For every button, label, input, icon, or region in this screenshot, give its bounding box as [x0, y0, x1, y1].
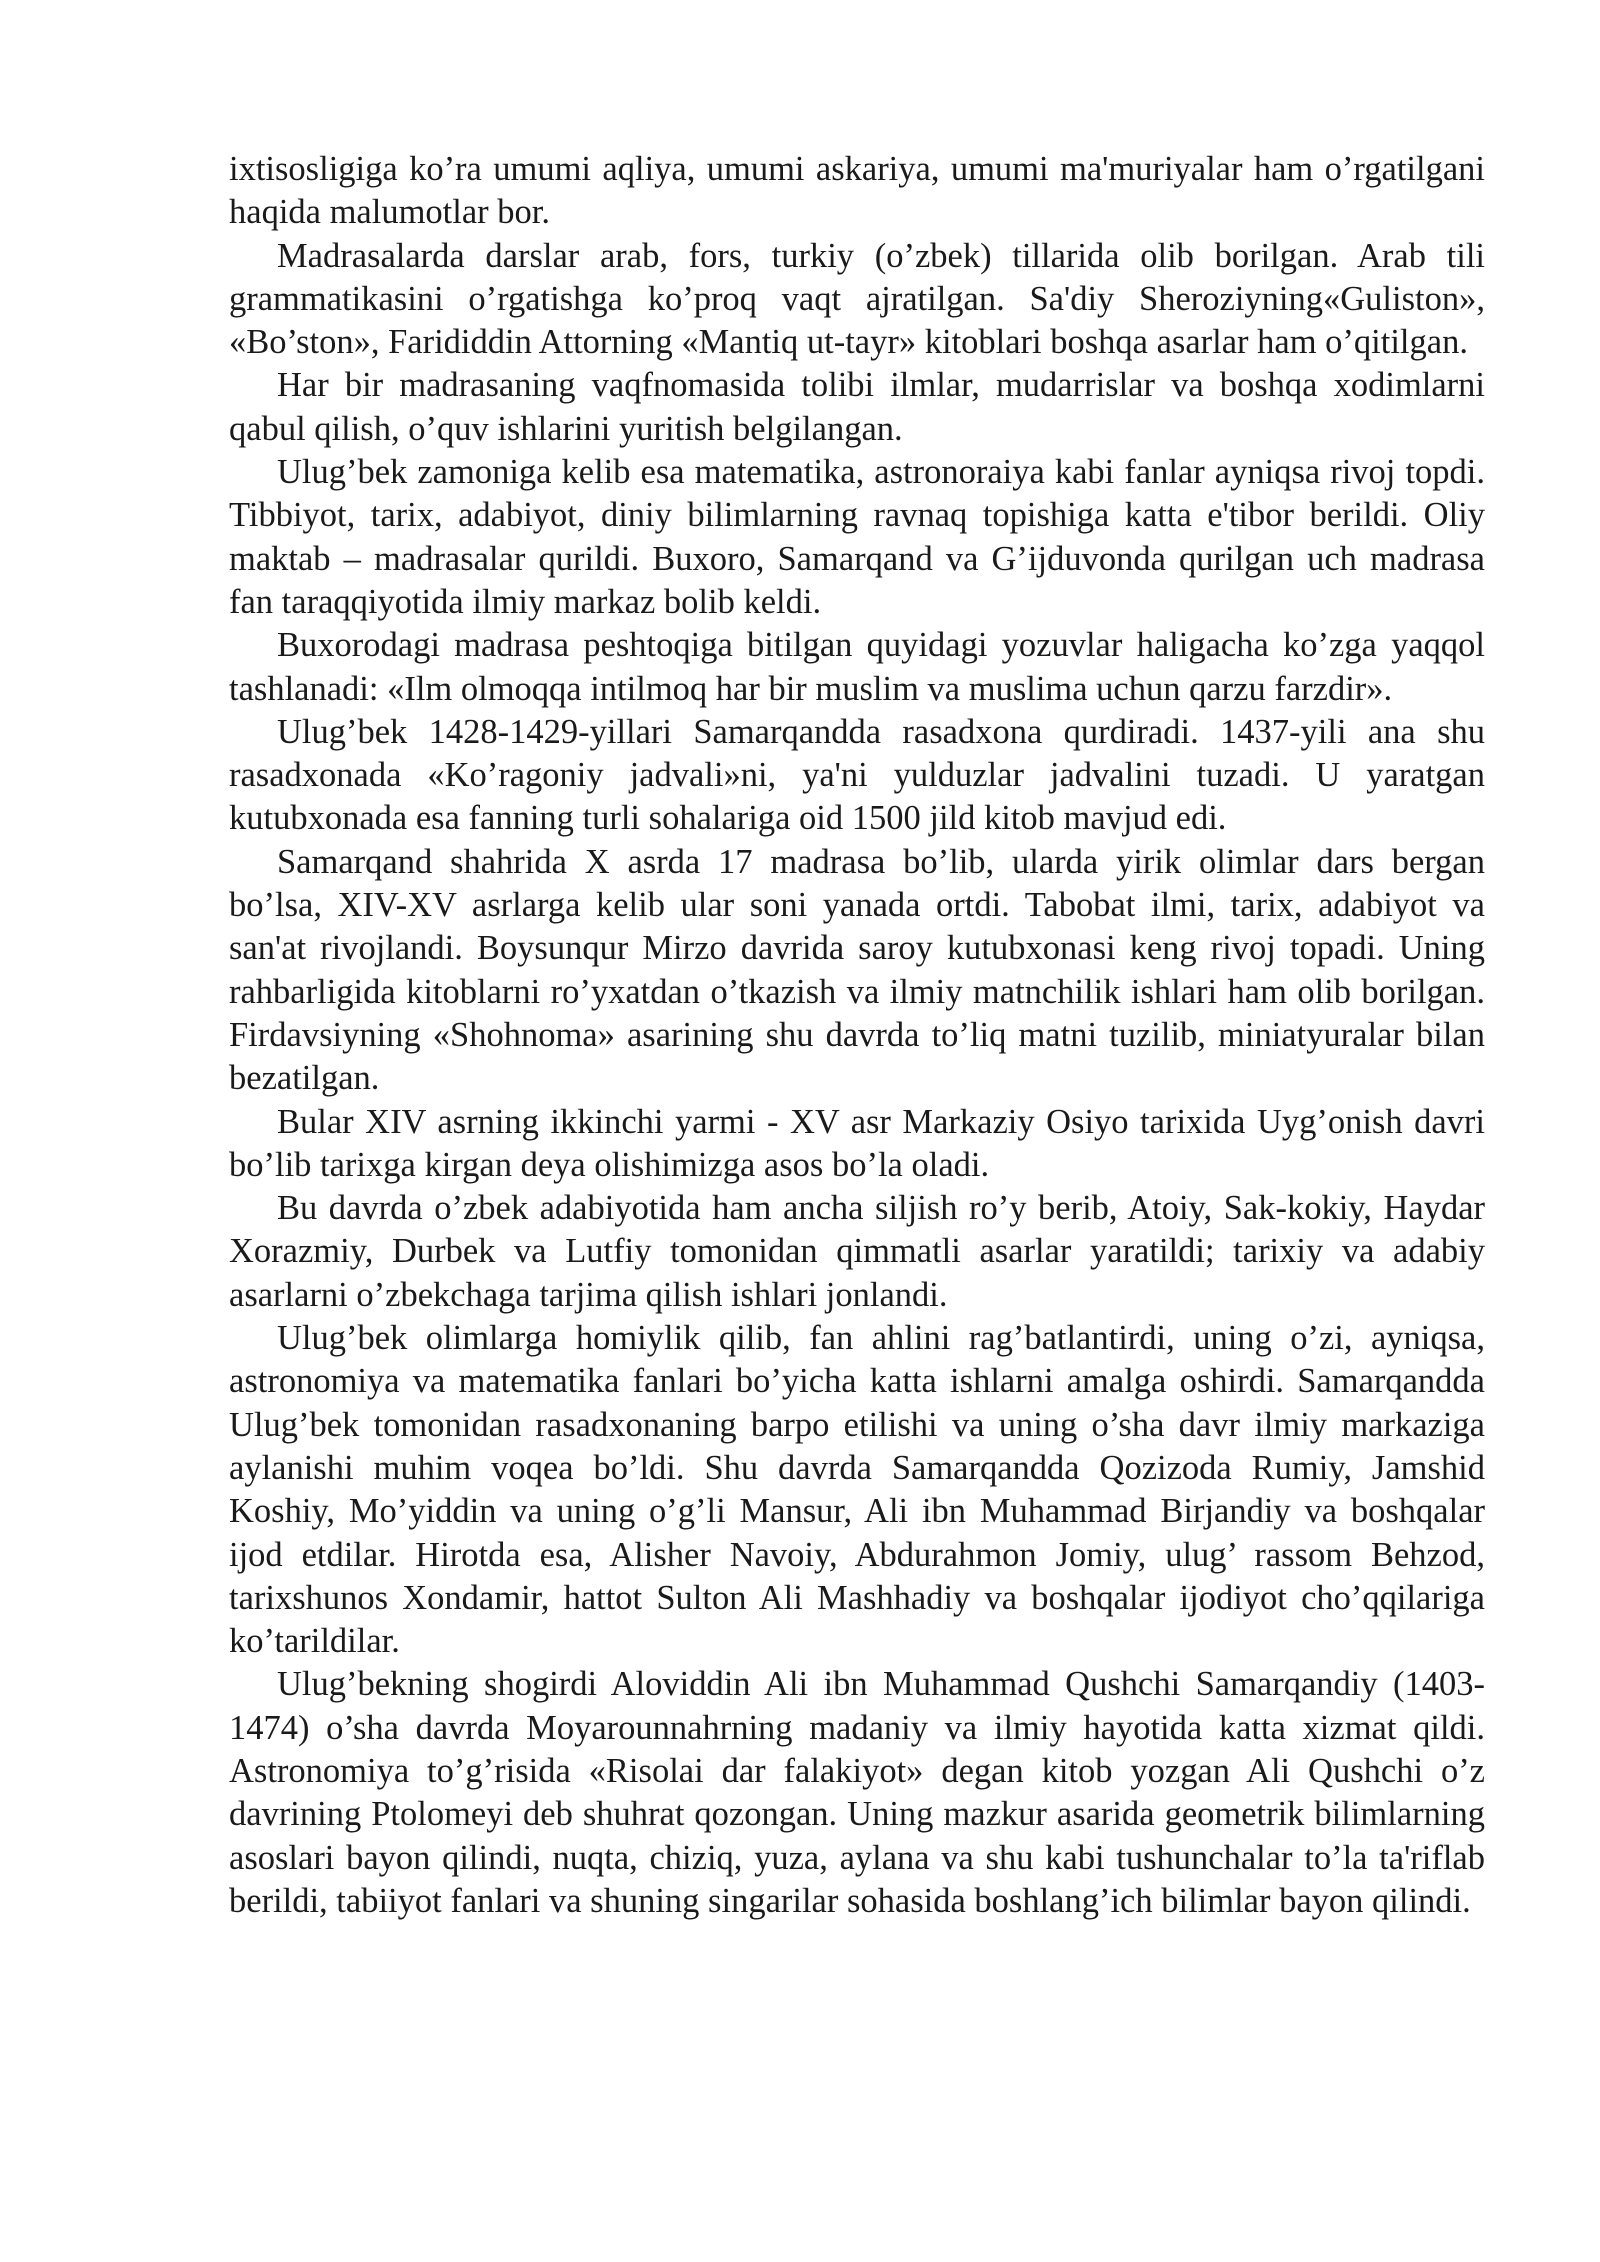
paragraph-11: Ulug’bekning shogirdi Aloviddin Ali ibn Muhammad Qushchi Samarqandiy (1403-1474) o’sha davrda Moyarounnahrning madaniy va ilmiy hayotida katta xizmat qildi. Astronomiya to’g’risida «Risolai dar falakiyot» degan kitob yozgan Ali Qushchi o’z davrining Ptolomeyi deb shuhrat qozongan. Uning mazkur asarida geometrik bilimlarning asoslari bayon qilindi, nuqta, chiziq, yuza, aylana va shu kabi tushunchalar to’la ta'riflab berildi, tabiiyot fanlari va shuning singarilar sohasida boshlang’ich bilimlar bayon qilindi. [229, 1665, 1485, 1920]
paragraph-5: Buxorodagi madrasa peshtoqiga bitilgan quyidagi yozuvlar haligacha ko’zga yaqqol tashlanadi: «Ilm olmoqqa intilmoq har bir muslim va muslima uchun qarzu farzdir». [229, 626, 1485, 708]
document-page [229, 148, 1485, 1923]
paragraph-6: Ulug’bek 1428-1429-yillari Samarqandda rasadxona qurdiradi. 1437-yili ana shu rasadxonada «Ko’ragoniy jadvali»ni, ya'ni yulduzlar jadvalini tuzadi. U yaratgan kutubxonada esa fanning turli sohalariga oid 1500 jild kitob mavjud edi. [229, 712, 1485, 838]
paragraph-9: Bu davrda o’zbek adabiyotida ham ancha siljish ro’y berib, Atoiy, Sak-kokiy, Haydar Xorazmiy, Durbek va Lutfiy tomonidan qimmatli asarlar yaratildi; tarixiy va adabiy asarlarni o’zbekchaga tarjima qilish ishlari jonlandi. [229, 1189, 1485, 1314]
paragraph-3: Har bir madrasaning vaqfnomasida tolibi ilmlar, mudarrislar va boshqa xodimlarni qabul qilish, o’quv ishlarini yuritish belgilangan. [229, 366, 1485, 448]
paragraph-1: ixtisosligiga ko’ra umumi aqliya, umumi askariya, umumi ma'muriyalar ham o’rgatilgani haqida malumotlar bor. [229, 150, 1485, 232]
paragraph-10: Ulug’bek olimlarga homiylik qilib, fan ahlini rag’batlantirdi, uning o’zi, ayniqsa, astronomiya va matematika fanlari bo’yicha katta ishlarni amalga oshirdi. Samarqandda Ulug’bek tomonidan rasadxonaning barpo etilishi va uning o’sha davr ilmiy markaziga aylanishi muhim voqea bo’ldi. Shu davrda Samarqandda Qozizoda Rumiy, Jamshid Koshiy, Mo’yiddin va uning o’g’li Mansur, Ali ibn Muhammad Birjandiy va boshqalar ijod etdilar. Hirotda esa, Alisher Navoiy, Abdurahmon Jomiy, ulug’ rassom Behzod, tarixshunos Xondamir, hattot Sulton Ali Mashhadiy va boshqalar ijodiyot cho’qqilariga ko’tarildilar. [229, 1319, 1485, 1661]
paragraph-4: Ulug’bek zamoniga kelib esa matematika, astronoraiya kabi fanlar ayniqsa rivoj topdi. Tibbiyot, tarix, adabiyot, diniy bilimlarning ravnaq topishiga katta e'tibor berildi. Oliy maktab – madrasalar qurildi. Buxoro, Samarqand va G’ijduvonda qurilgan uch madrasa fan taraqqiyotida ilmiy markaz bolib keldi. [229, 453, 1485, 621]
paragraph-8: Bular XIV asrning ikkinchi yarmi - XV asr Markaziy Osiyo tarixida Uyg’onish davri bo’lib tarixga kirgan deya olishimizga asos bo’la oladi. [229, 1102, 1485, 1184]
paragraph-2: Madrasalarda darslar arab, fors, turkiy (o’zbek) tillarida olib borilgan. Arab tili grammatikasini o’rgatishga ko’proq vaqt ajratilgan. Sa'diy Sheroziyning«Guliston», «Bo’ston», Farididdin Attorning «Mantiq ut-tayr» kitoblari boshqa asarlar ham o’qitilgan. [229, 236, 1485, 362]
paragraph-7: Samarqand shahrida X asrda 17 madrasa bo’lib, ularda yirik olimlar dars bergan bo’lsa, XIV-XV asrlarga kelib ular soni yanada ortdi. Tabobat ilmi, tarix, adabiyot va san'at rivojlandi. Boysunqur Mirzo davrida saroy kutubxonasi keng rivoj topadi. Uning rahbarligida kitoblarni ro’yxatdan o’tkazish va ilmiy matnchilik ishlari ham olib borilgan. Firdavsiyning «Shohnoma» asarining shu davrda to’liq matni tuzilib, miniatyuralar bilan bezatilgan. [229, 842, 1485, 1098]
